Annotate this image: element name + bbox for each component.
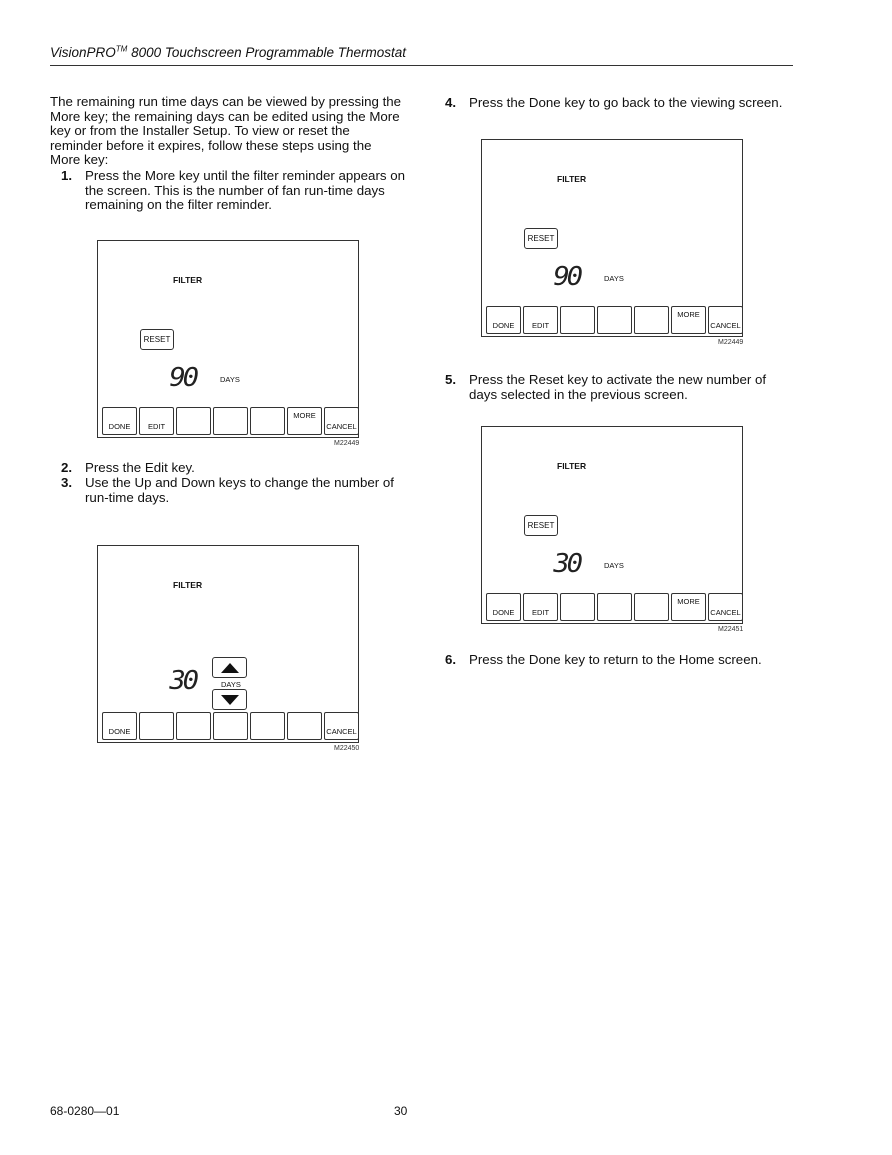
days-value: 90: [553, 262, 580, 292]
thermostat-screen: [481, 139, 743, 337]
done-key[interactable]: DONE: [102, 712, 137, 740]
cancel-key[interactable]: CANCEL: [324, 712, 359, 740]
figure-ref: M22451: [718, 626, 744, 633]
days-label: DAYS: [604, 561, 624, 570]
cancel-key[interactable]: CANCEL: [324, 407, 359, 435]
thermostat-screen: [97, 545, 359, 743]
edit-key[interactable]: EDIT: [139, 407, 174, 435]
done-key[interactable]: DONE: [486, 306, 521, 334]
blank-key[interactable]: [634, 593, 669, 621]
up-arrow-button[interactable]: [212, 657, 247, 678]
key-bar: [486, 306, 743, 334]
figure-ref: M22449: [718, 339, 744, 346]
reset-button[interactable]: RESET: [524, 515, 558, 536]
key-bar: [486, 593, 743, 621]
intro-paragraph: The remaining run time days can be viewed by pressing the More key; the remaining days can be edited using the More key or from the Installer Setup. To view or reset the reminder before it expires, follow these steps using the More key:: [50, 94, 402, 168]
figure-ref: M22450: [334, 745, 360, 752]
thermostat-screen: [97, 240, 359, 438]
key-bar: [102, 407, 359, 435]
blank-key[interactable]: [213, 712, 248, 740]
reset-button[interactable]: RESET: [140, 329, 174, 350]
more-key[interactable]: MORE: [287, 407, 322, 435]
page-title: VisionPRO™ 8000 Touchscreen Programmable Thermostat: [50, 44, 406, 60]
cancel-key[interactable]: CANCEL: [708, 593, 743, 621]
key-bar: [102, 712, 359, 740]
figure-ref: M22449: [334, 440, 360, 447]
page-number: 30: [394, 1104, 408, 1118]
filter-label: FILTER: [173, 275, 203, 285]
thermostat-screen: [481, 426, 743, 624]
more-key[interactable]: MORE: [671, 593, 706, 621]
edit-key[interactable]: EDIT: [523, 593, 558, 621]
down-arrow-icon: [221, 695, 239, 705]
days-label: DAYS: [220, 375, 240, 384]
days-value: 30: [169, 666, 196, 696]
filter-label: FILTER: [557, 461, 587, 471]
days-label: DAYS: [221, 680, 241, 689]
done-key[interactable]: DONE: [486, 593, 521, 621]
page-header: [50, 44, 793, 66]
cancel-key[interactable]: CANCEL: [708, 306, 743, 334]
days-label: DAYS: [604, 274, 624, 283]
blank-key[interactable]: [250, 712, 285, 740]
reset-button[interactable]: RESET: [524, 228, 558, 249]
done-key[interactable]: DONE: [102, 407, 137, 435]
blank-key[interactable]: [250, 407, 285, 435]
document-number: 68-0280—01: [50, 1104, 120, 1118]
up-arrow-icon: [221, 663, 239, 673]
blank-key[interactable]: [560, 306, 595, 334]
blank-key[interactable]: [597, 306, 632, 334]
filter-label: FILTER: [557, 174, 587, 184]
blank-key[interactable]: [213, 407, 248, 435]
blank-key[interactable]: [176, 712, 211, 740]
edit-key[interactable]: EDIT: [523, 306, 558, 334]
down-arrow-button[interactable]: [212, 689, 247, 710]
blank-key[interactable]: [560, 593, 595, 621]
blank-key[interactable]: [634, 306, 669, 334]
filter-label: FILTER: [173, 580, 203, 590]
blank-key[interactable]: [176, 407, 211, 435]
days-value: 90: [169, 363, 196, 393]
blank-key[interactable]: [287, 712, 322, 740]
days-value: 30: [553, 549, 580, 579]
blank-key[interactable]: [139, 712, 174, 740]
more-key[interactable]: MORE: [671, 306, 706, 334]
blank-key[interactable]: [597, 593, 632, 621]
